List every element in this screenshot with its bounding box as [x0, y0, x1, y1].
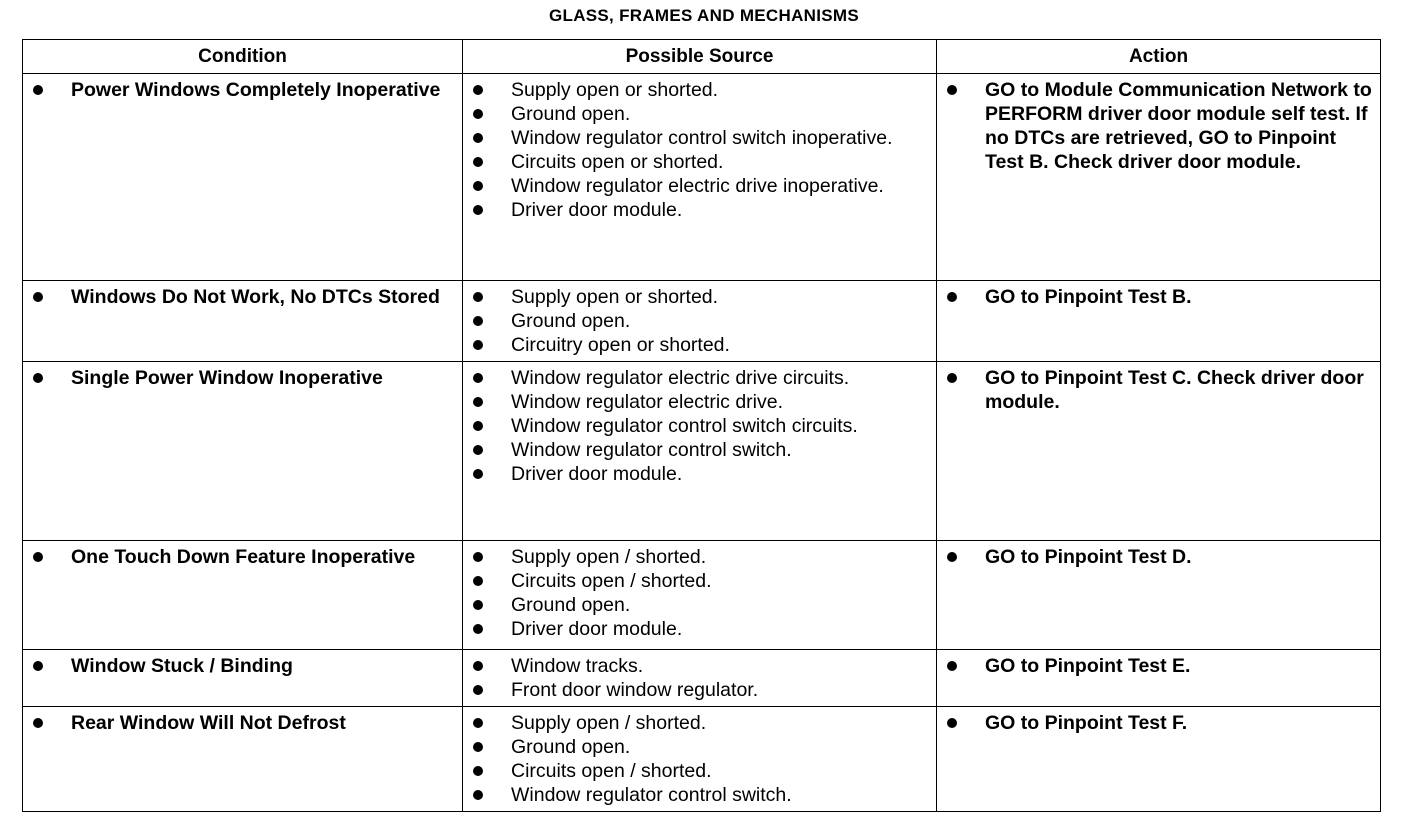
table-row: [23, 362, 1381, 541]
action-cell: [937, 650, 1381, 707]
condition-cell: [23, 707, 463, 812]
source-item: Ground open.: [471, 735, 928, 759]
source-item: Ground open.: [471, 593, 928, 617]
action-cell: [937, 541, 1381, 650]
source-item: Driver door module.: [471, 462, 928, 486]
source-item: Window regulator control switch circuits.: [471, 414, 928, 438]
action-text: GO to Pinpoint Test E.: [945, 654, 1372, 678]
condition-header: Condition: [23, 40, 463, 74]
condition-text: One Touch Down Feature Inoperative: [31, 545, 454, 569]
action-text: GO to Pinpoint Test F.: [945, 711, 1372, 735]
source-cell: [463, 541, 937, 650]
source-item: Window regulator control switch inoperative.: [471, 126, 928, 150]
source-cell: [463, 707, 937, 812]
source-item: Supply open or shorted.: [471, 285, 928, 309]
source-item: Window regulator control switch.: [471, 783, 928, 807]
source-item: Circuits open / shorted.: [471, 759, 928, 783]
source-item: Window regulator electric drive inoperative.: [471, 174, 928, 198]
source-cell: [463, 650, 937, 707]
source-item: Supply open or shorted.: [471, 78, 928, 102]
source-item: Supply open / shorted.: [471, 545, 928, 569]
source-item: Ground open.: [471, 102, 928, 126]
condition-cell: [23, 650, 463, 707]
diagnosis-table: [22, 39, 1381, 812]
table-row: [23, 541, 1381, 650]
source-item: Circuits open / shorted.: [471, 569, 928, 593]
source-item: Window tracks.: [471, 654, 928, 678]
table-row: [23, 281, 1381, 362]
condition-text: Windows Do Not Work, No DTCs Stored: [31, 285, 454, 309]
source-cell: [463, 281, 937, 362]
source-item: Supply open / shorted.: [471, 711, 928, 735]
condition-text: Rear Window Will Not Defrost: [31, 711, 454, 735]
action-text: GO to Module Communication Network to PERFORM driver door module self test. If no DTCs are retrieved, GO to Pinpoint Test B. Check driver door module.: [945, 78, 1372, 174]
table-row: [23, 74, 1381, 281]
action-text: GO to Pinpoint Test D.: [945, 545, 1372, 569]
table-row: [23, 707, 1381, 812]
table-row: [23, 650, 1381, 707]
condition-cell: [23, 281, 463, 362]
action-cell: [937, 281, 1381, 362]
source-item: Driver door module.: [471, 617, 928, 641]
page-title: GLASS, FRAMES AND MECHANISMS: [548, 6, 859, 25]
source-item: Ground open.: [471, 309, 928, 333]
header-row: [23, 40, 1381, 74]
possible-source-header: Possible Source: [463, 40, 937, 74]
condition-cell: [23, 541, 463, 650]
condition-text: Single Power Window Inoperative: [31, 366, 454, 390]
source-cell: [463, 362, 937, 541]
condition-cell: [23, 362, 463, 541]
source-cell: [463, 74, 937, 281]
action-cell: [937, 74, 1381, 281]
source-item: Window regulator electric drive.: [471, 390, 928, 414]
condition-text: Window Stuck / Binding: [31, 654, 454, 678]
source-item: Window regulator control switch.: [471, 438, 928, 462]
source-item: Driver door module.: [471, 198, 928, 222]
source-item: Circuitry open or shorted.: [471, 333, 928, 357]
action-text: GO to Pinpoint Test C. Check driver door module.: [945, 366, 1372, 414]
source-item: Circuits open or shorted.: [471, 150, 928, 174]
action-text: GO to Pinpoint Test B.: [945, 285, 1372, 309]
source-item: Window regulator electric drive circuits.: [471, 366, 928, 390]
action-header: Action: [937, 40, 1381, 74]
source-item: Front door window regulator.: [471, 678, 928, 702]
action-cell: [937, 707, 1381, 812]
action-cell: [937, 362, 1381, 541]
condition-cell: [23, 74, 463, 281]
condition-text: Power Windows Completely Inoperative: [31, 78, 454, 102]
